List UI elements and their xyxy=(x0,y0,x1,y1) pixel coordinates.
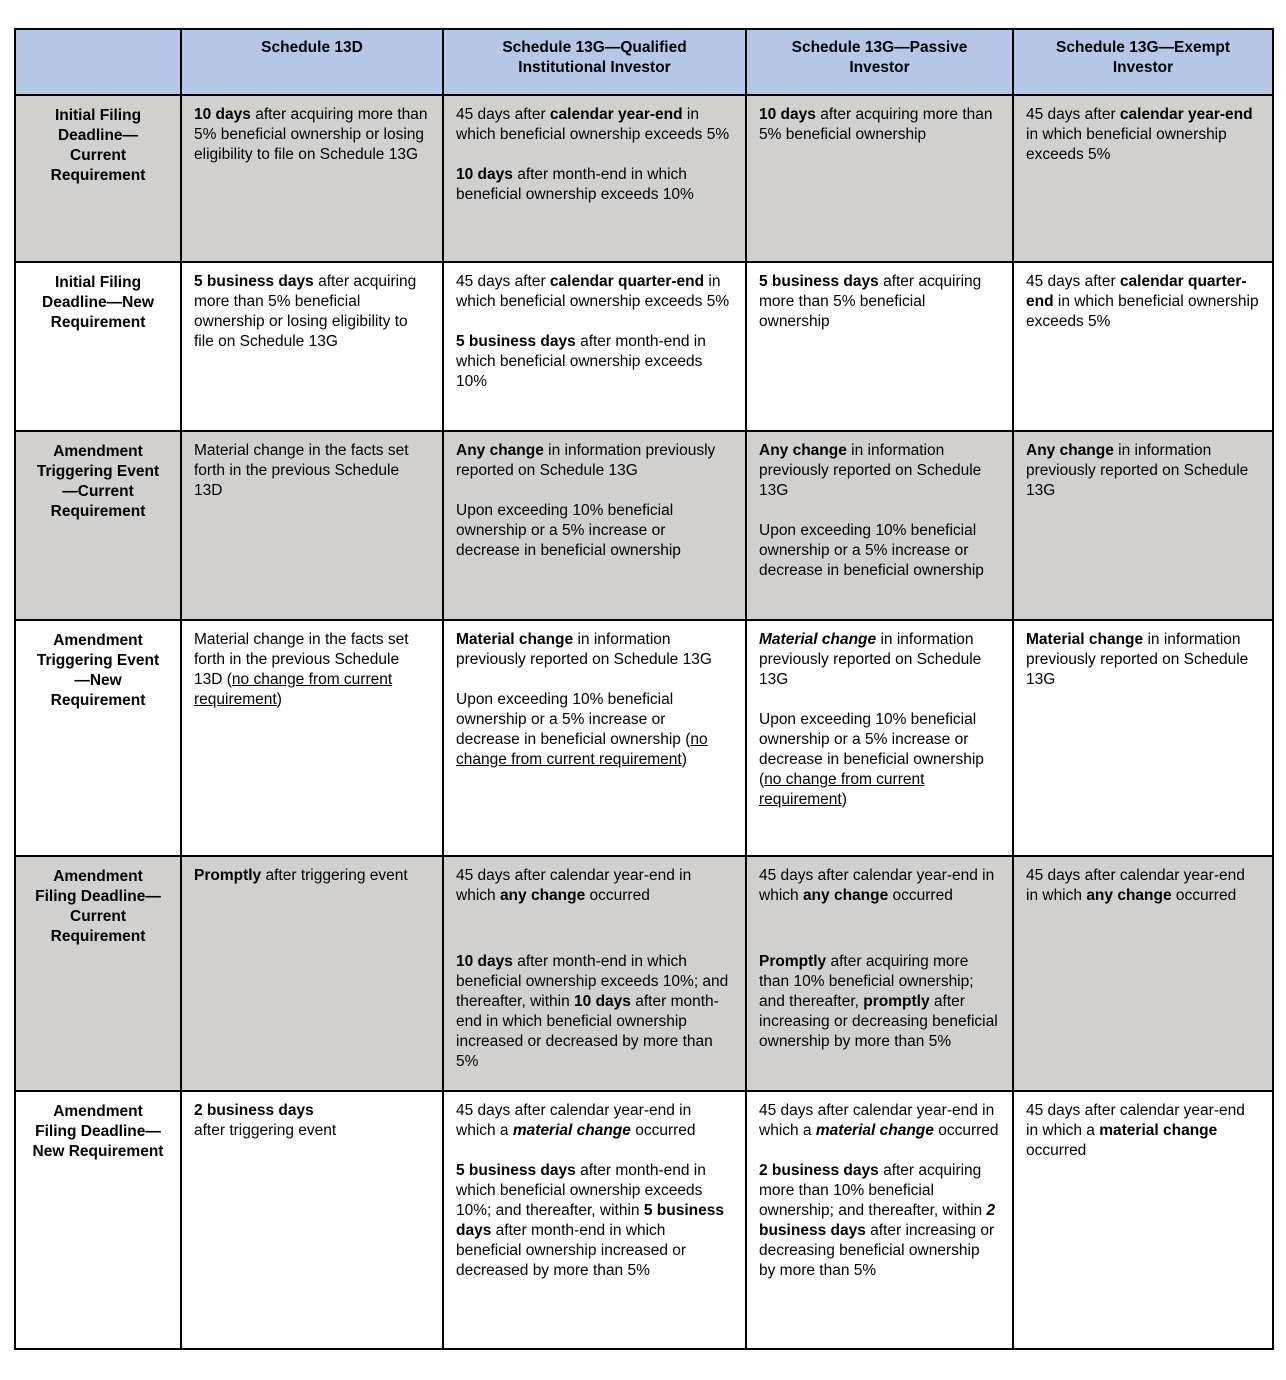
paragraph xyxy=(456,952,733,1072)
cell-initial-filing-deadline-new-requirement-col4 xyxy=(1013,262,1273,431)
text-run: occurred xyxy=(1026,1142,1087,1159)
text-run: in which beneficial ownership exceeds 5% xyxy=(456,106,730,143)
text-run: Material change in the facts set forth in the previous Schedule 13D xyxy=(194,442,409,499)
text-run: Material change xyxy=(456,631,574,648)
text-run: 10 days xyxy=(456,953,513,970)
text-run: 45 days after xyxy=(456,273,550,290)
cell-amendment-filing-deadline-current-requirement-col3 xyxy=(746,856,1013,1091)
text-run: material change xyxy=(512,1122,631,1139)
text-run: 2 xyxy=(986,1202,996,1219)
cell-amendment-triggering-event-current-requirement-col4 xyxy=(1013,431,1273,620)
table-body xyxy=(15,95,1273,1349)
paragraph xyxy=(759,441,1000,501)
paragraph xyxy=(1026,866,1260,906)
paragraph xyxy=(759,866,1000,906)
text-run: 2 business days xyxy=(759,1162,879,1179)
paragraph xyxy=(194,441,430,501)
text-run: after acquiring more than 5% beneficial ownership or losing eligibility to file on Schedule 13G xyxy=(194,106,428,163)
text-run: after month-end in which beneficial ownership increased or decreased by more than 5% xyxy=(456,993,719,1070)
text-run: 45 days after xyxy=(1026,106,1120,123)
row-header-initial-filing-deadline-new-requirement: Initial Filing Deadline—New Requirement xyxy=(15,262,181,431)
text-run: no change from current requirement xyxy=(456,731,708,768)
text-run: after month-end in which beneficial ownership exceeds 10% xyxy=(456,166,694,203)
paragraph xyxy=(759,521,1000,581)
row-header-amendment-triggering-event-current-requirement: Amendment Triggering Event—Current Requirement xyxy=(15,431,181,620)
table-row-amendment-triggering-event-current-requirement xyxy=(15,431,1273,620)
cell-initial-filing-deadline-current-requirement-col4 xyxy=(1013,95,1273,262)
paragraph-spacer xyxy=(456,926,733,932)
text-run: Material change in the facts set forth in the previous Schedule 13D ( xyxy=(194,631,409,688)
paragraph xyxy=(759,630,1000,690)
text-run: 45 days after calendar year-end in which a xyxy=(759,1102,995,1139)
text-run: occurred xyxy=(1171,887,1237,904)
paragraph xyxy=(456,272,733,312)
cell-amendment-filing-deadline-new-requirement-col2 xyxy=(443,1091,746,1349)
text-run: 45 days after xyxy=(456,106,550,123)
paragraph xyxy=(194,272,430,352)
text-run: Upon exceeding 10% beneficial ownership or a 5% increase or decrease in beneficial ownership ( xyxy=(759,711,984,788)
row-header-amendment-triggering-event-new-requirement: Amendment Triggering Event—New Requirement xyxy=(15,620,181,856)
text-run: 5 business days xyxy=(194,273,314,290)
text-run: 45 days after calendar year-end in which a xyxy=(1026,1102,1245,1139)
paragraph xyxy=(194,866,430,886)
paragraph xyxy=(1026,272,1260,332)
text-run: calendar quarter-end xyxy=(549,273,705,290)
text-run: in information previously reported on Schedule 13G xyxy=(1026,442,1249,499)
text-run: 45 days after calendar year-end in which xyxy=(456,867,692,904)
cell-amendment-triggering-event-current-requirement-col2 xyxy=(443,431,746,620)
text-run: in information previously reported on Schedule 13G xyxy=(759,442,982,499)
cell-initial-filing-deadline-current-requirement-col2 xyxy=(443,95,746,262)
text-run: any change xyxy=(499,887,586,904)
table-row-amendment-filing-deadline-current-requirement xyxy=(15,856,1273,1091)
cell-amendment-filing-deadline-new-requirement-col1 xyxy=(181,1091,443,1349)
text-run: after acquiring more than 5% beneficial ownership xyxy=(759,273,982,330)
row-header-amendment-filing-deadline-new-requirement: Amendment Filing Deadline—New Requirement xyxy=(15,1091,181,1349)
cell-amendment-triggering-event-new-requirement-col1 xyxy=(181,620,443,856)
paragraph xyxy=(456,1101,733,1141)
paragraph xyxy=(759,272,1000,332)
cell-amendment-triggering-event-new-requirement-col2 xyxy=(443,620,746,856)
cell-amendment-triggering-event-current-requirement-col3 xyxy=(746,431,1013,620)
text-run: Upon exceeding 10% beneficial ownership or a 5% increase or decrease in beneficial ownership ( xyxy=(456,691,691,748)
text-run: promptly xyxy=(863,993,930,1010)
paragraph xyxy=(1026,1101,1260,1161)
paragraph xyxy=(456,630,733,670)
cell-amendment-filing-deadline-new-requirement-col4 xyxy=(1013,1091,1273,1349)
text-run: occurred xyxy=(630,1122,696,1139)
table-row-amendment-filing-deadline-new-requirement xyxy=(15,1091,1273,1349)
text-run: no change from current requirement xyxy=(759,771,925,808)
text-run: after increasing or decreasing beneficial ownership by more than 5% xyxy=(759,1222,995,1279)
comparison-table xyxy=(14,28,1274,1350)
text-run: 45 days after xyxy=(1026,273,1120,290)
text-run: after acquiring more than 10% beneficial ownership; and thereafter, within xyxy=(759,1162,987,1219)
text-run: after acquiring more than 5% beneficial ownership xyxy=(759,106,993,143)
text-run: in information previously reported on Schedule 13G xyxy=(1026,631,1249,688)
cell-amendment-filing-deadline-new-requirement-col3 xyxy=(746,1091,1013,1349)
text-run: after increasing or decreasing beneficial ownership by more than 5% xyxy=(759,993,998,1050)
paragraph xyxy=(194,1101,430,1141)
cell-amendment-triggering-event-new-requirement-col4 xyxy=(1013,620,1273,856)
text-run: calendar year-end xyxy=(549,106,683,123)
text-run: in information previously reported on Schedule 13G xyxy=(456,442,716,479)
text-run: Material change xyxy=(1026,631,1144,648)
column-header-schedule-13d: Schedule 13D xyxy=(181,29,443,95)
row-header-amendment-filing-deadline-current-requirement: Amendment Filing Deadline—Current Requirement xyxy=(15,856,181,1091)
text-run: after month-end in which beneficial ownership exceeds 10%; and thereafter, within xyxy=(456,1162,706,1219)
text-run: 10 days xyxy=(759,106,816,123)
paragraph xyxy=(759,1161,1000,1281)
paragraph xyxy=(759,952,1000,1052)
table-row-initial-filing-deadline-current-requirement xyxy=(15,95,1273,262)
paragraph xyxy=(759,710,1000,810)
text-run: 5 business days xyxy=(456,1202,724,1239)
text-run: after triggering event xyxy=(194,1122,337,1139)
column-header-schedule-13g-qualified-institutional-investor: Schedule 13G—Qualified Institutional Investor xyxy=(443,29,746,95)
text-run: 5 business days xyxy=(456,333,576,350)
text-run: ) xyxy=(276,691,282,708)
column-header-schedule-13g-exempt-investor: Schedule 13G—Exempt Investor xyxy=(1013,29,1273,95)
paragraph xyxy=(456,441,733,481)
paragraph xyxy=(194,105,430,165)
text-run: occurred xyxy=(585,887,650,904)
text-run: business days xyxy=(759,1222,866,1239)
cell-initial-filing-deadline-current-requirement-col1 xyxy=(181,95,443,262)
text-run: ) xyxy=(841,791,847,808)
paragraph xyxy=(1026,630,1260,690)
text-run: in information previously reported on Schedule 13G xyxy=(456,631,712,668)
row-header-initial-filing-deadline-current-requirement: Initial Filing Deadline—Current Requirement xyxy=(15,95,181,262)
text-run: Any change xyxy=(1026,442,1114,459)
text-run: occurred xyxy=(933,1122,999,1139)
text-run: 10 days xyxy=(574,993,631,1010)
paragraph xyxy=(1026,441,1260,501)
paragraph xyxy=(759,105,1000,145)
paragraph xyxy=(456,690,733,770)
text-run: Material change xyxy=(759,631,877,648)
text-run: material change xyxy=(815,1122,934,1139)
text-run: after month-end in which beneficial ownership increased or decreased by more than 5% xyxy=(456,1222,687,1279)
text-run: Upon exceeding 10% beneficial ownership or a 5% increase or decrease in beneficial ownership xyxy=(456,502,681,559)
text-run: Promptly xyxy=(194,867,262,884)
text-run: calendar year-end xyxy=(1119,106,1253,123)
text-run: in which beneficial ownership exceeds 5% xyxy=(1026,293,1259,330)
column-header-row xyxy=(15,29,1273,95)
paragraph-spacer xyxy=(759,926,1000,932)
text-run: 45 days after calendar year-end in which xyxy=(759,867,995,904)
paragraph xyxy=(456,866,733,906)
cell-amendment-triggering-event-current-requirement-col1 xyxy=(181,431,443,620)
text-run: Any change xyxy=(759,442,847,459)
text-run: after month-end in which beneficial ownership exceeds 10%; and thereafter, within xyxy=(456,953,729,1010)
cell-amendment-filing-deadline-current-requirement-col1 xyxy=(181,856,443,1091)
cell-initial-filing-deadline-current-requirement-col3 xyxy=(746,95,1013,262)
text-run: any change xyxy=(802,887,889,904)
text-run: occurred xyxy=(888,887,953,904)
cell-amendment-triggering-event-new-requirement-col3 xyxy=(746,620,1013,856)
text-run: 45 days after calendar year-end in which xyxy=(1026,867,1245,904)
cell-amendment-filing-deadline-current-requirement-col2 xyxy=(443,856,746,1091)
cell-initial-filing-deadline-new-requirement-col2 xyxy=(443,262,746,431)
text-run: 5 business days xyxy=(456,1162,576,1179)
table-row-amendment-triggering-event-new-requirement xyxy=(15,620,1273,856)
text-run: Any change xyxy=(456,442,544,459)
corner-cell xyxy=(15,29,181,95)
text-run: after acquiring more than 10% beneficial ownership; and thereafter, xyxy=(759,953,974,1010)
table-row-initial-filing-deadline-new-requirement xyxy=(15,262,1273,431)
column-header-schedule-13g-passive-investor: Schedule 13G—Passive Investor xyxy=(746,29,1013,95)
paragraph xyxy=(456,1161,733,1281)
cell-initial-filing-deadline-new-requirement-col1 xyxy=(181,262,443,431)
paragraph xyxy=(456,332,733,392)
paragraph xyxy=(456,165,733,205)
text-run: 45 days after calendar year-end in which a xyxy=(456,1102,692,1139)
text-run: in which beneficial ownership exceeds 5% xyxy=(1026,126,1227,163)
text-run: after month-end in which beneficial ownership exceeds 10% xyxy=(456,333,706,390)
text-run: no change from current requirement xyxy=(194,671,393,708)
text-run: Promptly xyxy=(759,953,827,970)
table-head xyxy=(15,29,1273,95)
text-run: in information previously reported on Schedule 13G xyxy=(759,631,982,688)
text-run: material change xyxy=(1099,1122,1218,1139)
cell-amendment-filing-deadline-current-requirement-col4 xyxy=(1013,856,1273,1091)
paragraph xyxy=(759,1101,1000,1141)
paragraph xyxy=(194,630,430,710)
cell-initial-filing-deadline-new-requirement-col3 xyxy=(746,262,1013,431)
text-run: 5 business days xyxy=(759,273,879,290)
text-run: 10 days xyxy=(456,166,513,183)
text-run: Upon exceeding 10% beneficial ownership or a 5% increase or decrease in beneficial ownership xyxy=(759,522,984,579)
text-run: 2 business days xyxy=(194,1102,314,1119)
text-run: in which beneficial ownership exceeds 5% xyxy=(456,273,730,310)
text-run: calendar quarter-end xyxy=(1026,273,1247,310)
text-run: after triggering event xyxy=(261,867,408,884)
text-run: ) xyxy=(681,751,687,768)
paragraph xyxy=(456,501,733,561)
text-run: 10 days xyxy=(194,106,251,123)
paragraph xyxy=(1026,105,1260,165)
text-run: any change xyxy=(1086,887,1172,904)
text-run: after acquiring more than 5% beneficial ownership or losing eligibility to file on Schedule 13G xyxy=(194,273,417,350)
paragraph xyxy=(456,105,733,145)
